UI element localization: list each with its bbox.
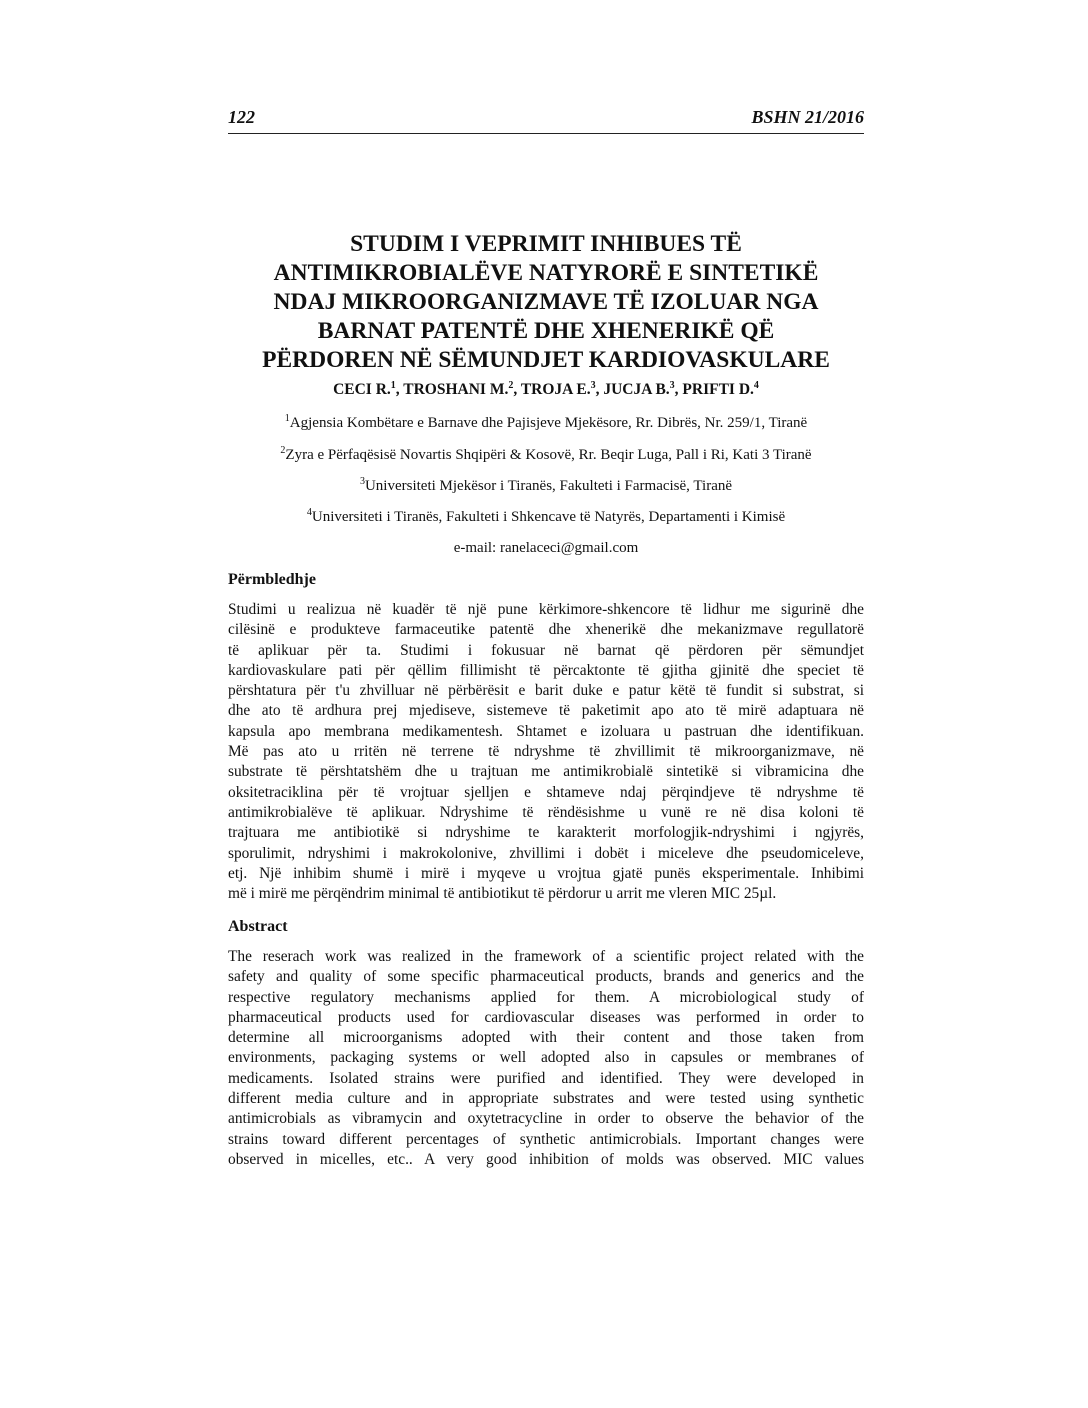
- affiliation-text: Zyra e Përfaqësisë Novartis Shqipëri & Kosovë, Rr. Beqir Luga, Pall i Ri, Kati 3 Tiranë: [285, 447, 812, 463]
- text-line: kapsula apo membrana medikamentesh. Shtamet e izoluara u pastruan dhe identifikuan.: [228, 722, 864, 740]
- title-line: NDAJ MIKROORGANIZMAVE TË IZOLUAR NGA: [273, 289, 819, 315]
- author-list: CECI R.$^1$, TROSHANI M.$^2$, TROJA E.$^3$, JUCJA B.$^3$, PRIFTI D.$^4$: [333, 379, 759, 398]
- affiliation: [220, 507, 872, 527]
- author-affiliation-mark: 4: [753, 379, 759, 391]
- paper-title: [228, 230, 864, 375]
- running-header: [228, 106, 864, 128]
- title-line: ANTIMIKROBIALËVE NATYRORË E SINTETIKË: [273, 260, 819, 286]
- text-line: respective regulatory mechanisms applied for them. A microbiological study of: [228, 988, 864, 1006]
- text-line: determine all microorganisms adopted with their content and those taken from: [228, 1029, 864, 1047]
- text-line: Më pas ato u rritën në terrene të ndryshme të zhvillimit të mikroorganizmave, në: [228, 743, 864, 761]
- title-line: BARNAT PATENTË DHE XHENERIKË QË: [317, 318, 775, 344]
- text-line: më i mirë me përqëndrim minimal të antibiotikut të përdorur u arrit me vleren MIC 25µl.: [228, 885, 777, 903]
- author-name: JUCJA B.: [603, 381, 670, 398]
- text-line: dhe ato të ardhura prej mjediseve, sistemeve të paketimit apo ato të mirë adaptuara në: [228, 702, 864, 720]
- text-line: cilësinë e produkteve farmaceutike patentë dhe xhenerikë dhe mekanizmave regullatorë: [228, 621, 864, 639]
- text-line: substrate të përshtatshëm dhe u trajtuan me antimikrobialë sintetikë si vibramicina dhe: [228, 763, 864, 781]
- text-line: sporulimit, ndryshimi i makrokolonive, zhvillimi i dobët i miceleve dhe pseudomiceleve,: [228, 844, 864, 862]
- text-line: pharmaceutical products used for cardiovascular diseases was performed in order to: [228, 1008, 864, 1026]
- author-affiliation-mark: 1: [390, 379, 396, 391]
- text-line: strains toward different percentages of synthetic antimicrobials. Important changes were: [228, 1130, 864, 1148]
- affiliation-mark: 3: [359, 476, 365, 487]
- author-affiliation-mark: 2: [508, 379, 514, 391]
- affiliation-text: Universiteti Mjekësor i Tiranës, Fakulteti i Farmacisë, Tiranë: [364, 478, 733, 494]
- author-affiliation-mark: 3: [669, 379, 675, 391]
- title-line: STUDIM I VEPRIMIT INHIBUES TË: [350, 231, 742, 257]
- text-line: antimikrobialëve të aplikuar. Ndryshime të rëndësishme u vunë re në disa koloni të: [228, 803, 864, 821]
- affiliation-text: Agjensia Kombëtare e Barnave dhe Pajisjeve Mjekësore, Rr. Dibrës, Nr. 259/1, Tiranë: [289, 415, 808, 431]
- affiliation-mark: 1: [284, 413, 290, 424]
- text-line: trajtuara me antibiotikë si ndryshime te karakterit morfologjik-ndryshimi i ngjyrës,: [228, 824, 864, 842]
- affiliation: [220, 476, 872, 496]
- text-line: Studimi u realizua në kuadër të një pune kërkimore-shkencore të lidhur me sigurinë dhe: [228, 601, 864, 618]
- text-line: përshtatura për t'u zhvilluar në përbërësit e barit duke e patur këtë të fundit si substrat, si: [228, 682, 864, 700]
- text-line: kardiovaskulare pati për qëllim fillimisht të përcaktonte të gjitha gjinitë dhe speciet të: [228, 661, 864, 679]
- affiliation-mark: 2: [280, 445, 286, 456]
- text-line: safety and quality of some specific pharmaceutical products, brands and generics and the: [228, 968, 864, 986]
- affiliation-mark: 4: [306, 507, 312, 518]
- title-line: PËRDOREN NË SËMUNDJET KARDIOVASKULARE: [262, 347, 830, 373]
- text-line: observed in micelles, etc.. A very good inhibition of molds was observed. MIC values: [228, 1150, 864, 1168]
- page-number: 122: [228, 107, 255, 127]
- author-affiliation-mark: 3: [590, 379, 596, 391]
- author-name: CECI R.: [333, 381, 391, 398]
- text-line: oksitetraciklina për të vrojtuar sjelljen e shtameve ndaj përqindjeve të ndryshme të: [228, 783, 864, 801]
- text-line: të aplikuar për ta. Studimi i fokusuar në barnat që përdoren për sëmundjet: [228, 641, 864, 659]
- affiliation-text: Universiteti i Tiranës, Fakulteti i Shkencave të Natyrës, Departamenti i Kimisë: [311, 509, 786, 525]
- text-line: etj. Një inhibim shumë i mirë i myqeve u vrojtua gjatë punës eksperimentale. Inhibimi: [228, 864, 864, 882]
- affiliation: [220, 445, 872, 465]
- text-line: The reserach work was realized in the framework of a scientific project related with the: [228, 948, 864, 965]
- permbledhje-body: [228, 600, 864, 904]
- text-line: environments, packaging systems or well adopted also in capsules or membranes of: [228, 1049, 864, 1067]
- abstract-heading: Abstract: [228, 918, 288, 935]
- header-rule: [228, 133, 864, 134]
- text-line: medicaments. Isolated strains were purified and identified. They were developed in: [228, 1069, 864, 1087]
- author-name: TROJA E.: [520, 381, 591, 398]
- text-line: antimicrobials as vibramycin and oxytetracycline in order to observe the behavior of the: [228, 1110, 864, 1128]
- permbledhje-heading: Përmbledhje: [228, 571, 316, 588]
- text-line: different media culture and in appropriate substrates and were tested using synthetic: [228, 1090, 864, 1108]
- abstract-body: [228, 947, 864, 1170]
- email-address[interactable]: e-mail: ranelaceci@gmail.com: [453, 540, 639, 556]
- journal-issue: BSHN 21/2016: [751, 107, 864, 127]
- author-name: TROSHANI M.: [403, 381, 509, 398]
- affiliation: [220, 413, 872, 433]
- author-name: PRIFTI D.: [682, 381, 754, 398]
